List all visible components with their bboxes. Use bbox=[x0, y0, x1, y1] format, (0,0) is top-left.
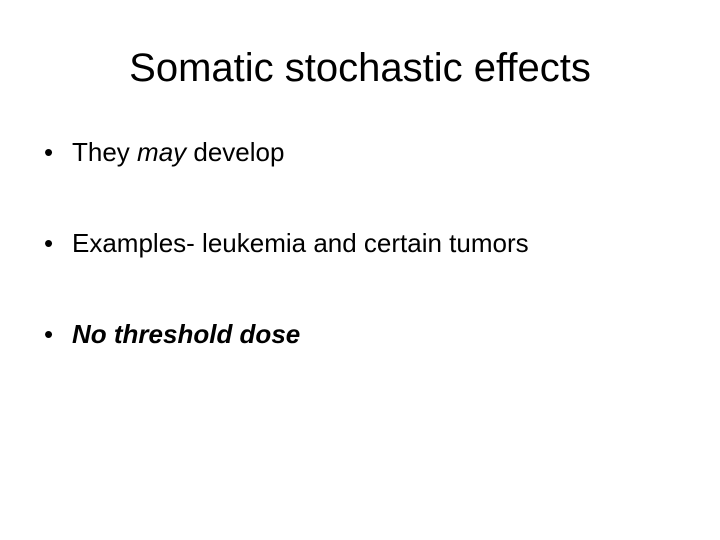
bullet-list bbox=[44, 132, 684, 354]
bullet-text-suffix: develop bbox=[186, 137, 285, 167]
bullet-text-prefix: They bbox=[72, 137, 138, 167]
bullet-item bbox=[44, 223, 684, 263]
bullet-emphasis: may bbox=[137, 137, 187, 167]
bullet-item bbox=[44, 132, 684, 172]
bullet-item bbox=[44, 314, 684, 354]
bullet-marker: • bbox=[44, 228, 54, 258]
bullet-text: Examples- leukemia and certain tumors bbox=[72, 228, 529, 258]
slide-title: Somatic stochastic effects bbox=[129, 46, 591, 90]
bullet-emphasis: No threshold dose bbox=[72, 319, 301, 349]
bullet-marker: • bbox=[44, 137, 54, 167]
bullet-marker: • bbox=[44, 319, 54, 349]
